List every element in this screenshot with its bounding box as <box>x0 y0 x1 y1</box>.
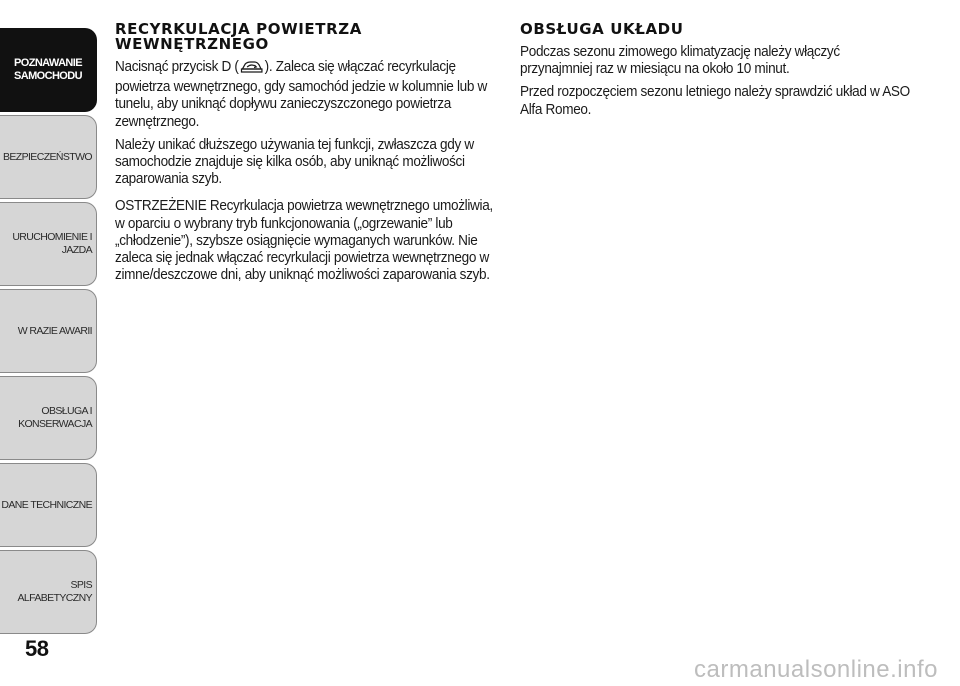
tab-bezpieczenstwo[interactable] <box>0 115 97 199</box>
tab-label: POZNAWANIE SAMOCHODU <box>14 57 82 82</box>
watermark: carmanualsonline.info <box>694 656 938 683</box>
paragraph: Należy unikać dłuższego używania tej funkcji, zwłaszcza gdy w samochodzie znajduje się kilka osób, aby uniknąć możliwości zaparowania szyb. <box>115 136 474 188</box>
paragraph: Przed rozpoczęciem sezonu letniego należy sprawdzić układ w ASO Alfa Romeo. <box>520 84 910 118</box>
paragraph: Podczas sezonu zimowego klimatyzację należy włączyć przynajmniej raz w miesiącu na około 10 minut. <box>520 44 840 78</box>
section-heading-maintenance: OBSŁUGA UKŁADU <box>520 20 684 38</box>
tab-uruchomienie-i-jazda[interactable] <box>0 202 97 286</box>
paragraph: Nacisnąć przycisk D ( ). Zaleca się włączać recyrkulację powietrza wewnętrznego, gdy samochód jedzie w kolumnie lub w tunelu, aby uniknąć dopływu zanieczyszczonego powietrza zewnętrznego. <box>115 59 488 130</box>
tab-obsluga-i-konserwacja[interactable] <box>0 376 97 460</box>
tab-label: OBSŁUGA I KONSERWACJA <box>18 405 92 430</box>
right-column <box>520 22 910 125</box>
warning-paragraph: OSTRZEŻENIE Recyrkulacja powietrza wewnętrznego umożliwia, w oparciu o wybrany tryb funkcjonowania („ogrzewanie” lub „chłodzenie”), szybsze osiągnięcie wymaganych warunków. Nie zaleca się jednak włączać recyrkulacji powietrza wewnętrznego w zimne/deszczowe dni, aby uniknąć możliwości zaparowania szyb. <box>115 198 493 284</box>
section-heading-recirculation: RECYRKULACJA POWIETRZA WEWNĘTRZNEGO <box>115 20 362 53</box>
tab-label: W RAZIE AWARII <box>17 324 92 337</box>
tab-w-razie-awarii[interactable] <box>0 289 97 373</box>
tab-spis-alfabetyczny[interactable] <box>0 550 97 634</box>
tab-label: BEZPIECZEŃSTWO <box>2 150 92 163</box>
tab-label: URUCHOMIENIE I JAZDA <box>12 231 92 256</box>
tab-poznawanie-samochodu[interactable] <box>0 28 97 112</box>
tab-label: DANE TECHNICZNE <box>1 498 92 511</box>
page-number: 58 <box>25 636 49 661</box>
tab-dane-techniczne[interactable] <box>0 463 97 547</box>
left-column <box>115 22 495 290</box>
recirculation-car-icon <box>240 60 264 79</box>
tab-label: SPIS ALFABETYCZNY <box>17 579 92 604</box>
